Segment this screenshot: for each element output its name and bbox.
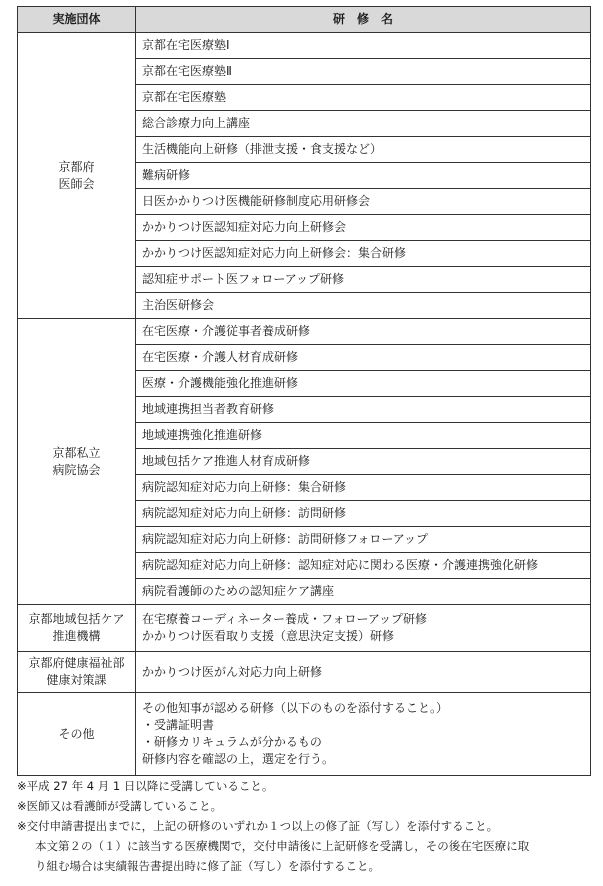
course-cell: 総合診療力向上講座 [136, 111, 591, 137]
course-cell [136, 652, 591, 693]
org-label: 京都地域包括ケア [28, 612, 125, 626]
org-label: 健康対策課 [46, 673, 107, 687]
course-cell: 主治医研修会 [136, 293, 591, 319]
course-cell [136, 605, 591, 652]
org-label: その他 [58, 726, 95, 741]
course-line: 在宅療養コーディネーター養成・フォローアップ研修 [142, 612, 428, 626]
course-cell: 病院認知症対応力向上研修：訪問研修 [136, 501, 591, 527]
course-cell: 京都在宅医療塾 [136, 85, 591, 111]
org-cell-medical-association [18, 33, 136, 319]
course-cell: 医療・介護機能強化推進研修 [136, 371, 591, 397]
table-row [18, 652, 591, 693]
header-org: 実施団体 [18, 7, 136, 33]
course-cell: かかりつけ医認知症対応力向上研修会：集合研修 [136, 241, 591, 267]
course-cell: 京都在宅医療塾Ⅱ [136, 59, 591, 85]
table-row [18, 33, 591, 59]
training-table [17, 6, 591, 776]
course-cell: 地域包括ケア推進人材育成研修 [136, 449, 591, 475]
course-line: ・研修カリキュラムが分かるもの [142, 735, 322, 749]
course-cell: 地域連携強化推進研修 [136, 423, 591, 449]
course-cell: 難病研修 [136, 163, 591, 189]
course-line: ・受講証明書 [142, 718, 215, 732]
footnote: ※交付申請書提出までに，上記の研修のいずれか１つ以上の修了証（写し）を添付すること。 [17, 819, 499, 833]
course-cell: かかりつけ医認知症対応力向上研修会 [136, 215, 591, 241]
course-cell: 地域連携担当者教育研修 [136, 397, 591, 423]
course-line: かかりつけ医がん対応力向上研修 [142, 664, 323, 679]
org-cell-care-promotion [18, 605, 136, 652]
course-cell: 病院看護師のための認知症ケア講座 [136, 579, 591, 605]
org-cell-health-dept [18, 652, 136, 693]
footnote: り組む場合は実績報告書提出時に修了証（写し）を添付すること。 [35, 859, 380, 873]
org-label: 京都府 [58, 159, 95, 174]
org-cell-other [18, 693, 136, 776]
table-row [18, 693, 591, 776]
org-cell-hospital-association [18, 319, 136, 605]
course-cell: 病院認知症対応力向上研修：集合研修 [136, 475, 591, 501]
header-course: 研 修 名 [136, 7, 591, 33]
course-cell: 生活機能向上研修（排泄支援・食支援など） [136, 137, 591, 163]
course-cell: 病院認知症対応力向上研修：認知症対応に関わる医療・介護連携強化研修 [136, 553, 591, 579]
table-header-row [18, 7, 591, 33]
course-line: その他知事が認める研修（以下のものを添付すること。） [142, 701, 449, 715]
course-cell: 病院認知症対応力向上研修：訪問研修フォローアップ [136, 527, 591, 553]
org-label: 推進機構 [52, 629, 101, 643]
course-line: かかりつけ医看取り支援（意思決定支援）研修 [142, 629, 395, 643]
course-cell: 京都在宅医療塾Ⅰ [136, 33, 591, 59]
footnote: 本文第２の（１）に該当する医療機関で，交付申請後に上記研修を受講し，その後在宅医療に取 [35, 839, 530, 853]
course-line: 研修内容を確認の上，選定を行う。 [142, 752, 335, 766]
course-cell: 在宅医療・介護人材育成研修 [136, 345, 591, 371]
course-cell: 認知症サポート医フォローアップ研修 [136, 267, 591, 293]
footnote: ※平成 27 年 4 月 1 日以降に受講していること。 [17, 779, 274, 793]
table-row [18, 319, 591, 345]
table-row [18, 605, 591, 652]
course-cell: 日医かかりつけ医機能研修制度応用研修会 [136, 189, 591, 215]
course-cell [136, 693, 591, 776]
footnotes [17, 776, 597, 876]
course-cell: 在宅医療・介護従事者養成研修 [136, 319, 591, 345]
org-label: 病院協会 [52, 462, 101, 477]
org-label: 京都府健康福祉部 [28, 656, 125, 670]
footnote: ※医師又は看護師が受講していること。 [17, 799, 223, 813]
org-label: 京都私立 [52, 445, 101, 460]
org-label: 医師会 [58, 176, 95, 191]
